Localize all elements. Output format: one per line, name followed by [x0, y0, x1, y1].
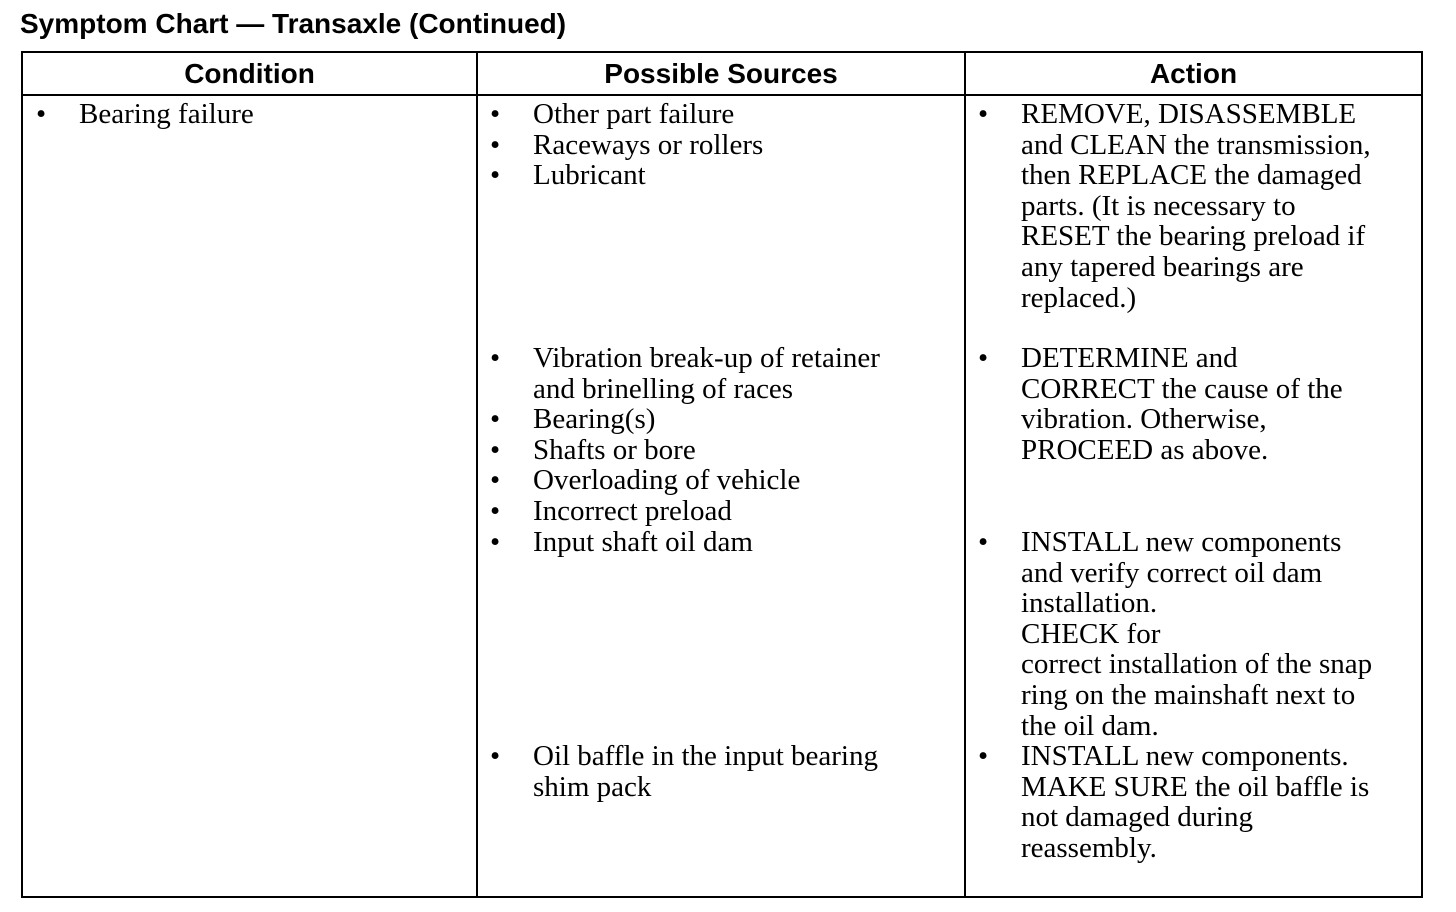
action-list-1 — [978, 99, 1418, 313]
source-item: • Bearing(s) — [490, 404, 950, 435]
action-list-2 — [978, 343, 1418, 465]
column-header-action: Action — [1149, 58, 1238, 89]
header-divider — [23, 94, 1421, 96]
condition-list — [36, 99, 456, 130]
source-item: • Shafts or bore — [490, 435, 950, 466]
source-item: • Other part failure — [490, 99, 950, 130]
sources-list-2 — [490, 343, 950, 557]
action-list-3 — [978, 527, 1418, 741]
action-item: • REMOVE, DISASSEMBLE and CLEAN the transmission, then REPLACE the damaged parts. (It is necessary to RESET the bearing preload if any tapered bearings are replaced.) — [978, 99, 1418, 313]
sources-list-1 — [490, 99, 950, 191]
column-header-condition: Condition — [184, 58, 315, 89]
source-item: • Input shaft oil dam — [490, 527, 950, 558]
source-item: • Incorrect preload — [490, 496, 950, 527]
action-list-4 — [978, 741, 1418, 863]
condition-item: • Bearing failure — [36, 99, 456, 130]
symptom-chart-table — [21, 51, 1423, 898]
action-item: • INSTALL new components and verify correct oil dam installation. CHECK for correct installation of the snap ring on the mainshaft next to the oil dam. — [978, 527, 1418, 741]
sources-list-3 — [490, 741, 950, 802]
column-divider-1 — [476, 53, 478, 896]
action-item: • DETERMINE and CORRECT the cause of the vibration. Otherwise, PROCEED as above. — [978, 343, 1418, 465]
source-item: • Vibration break-up of retainer and brinelling of races — [490, 343, 950, 404]
source-item: • Oil baffle in the input bearing shim pack — [490, 741, 950, 802]
page-title: Symptom Chart — Transaxle (Continued) — [20, 8, 567, 39]
column-header-possible-sources: Possible Sources — [604, 58, 838, 89]
source-item: • Lubricant — [490, 160, 950, 191]
source-item: • Raceways or rollers — [490, 130, 950, 161]
action-item: • INSTALL new components. MAKE SURE the oil baffle is not damaged during reassembly. — [978, 741, 1418, 863]
column-divider-2 — [964, 53, 966, 896]
source-item: • Overloading of vehicle — [490, 465, 950, 496]
